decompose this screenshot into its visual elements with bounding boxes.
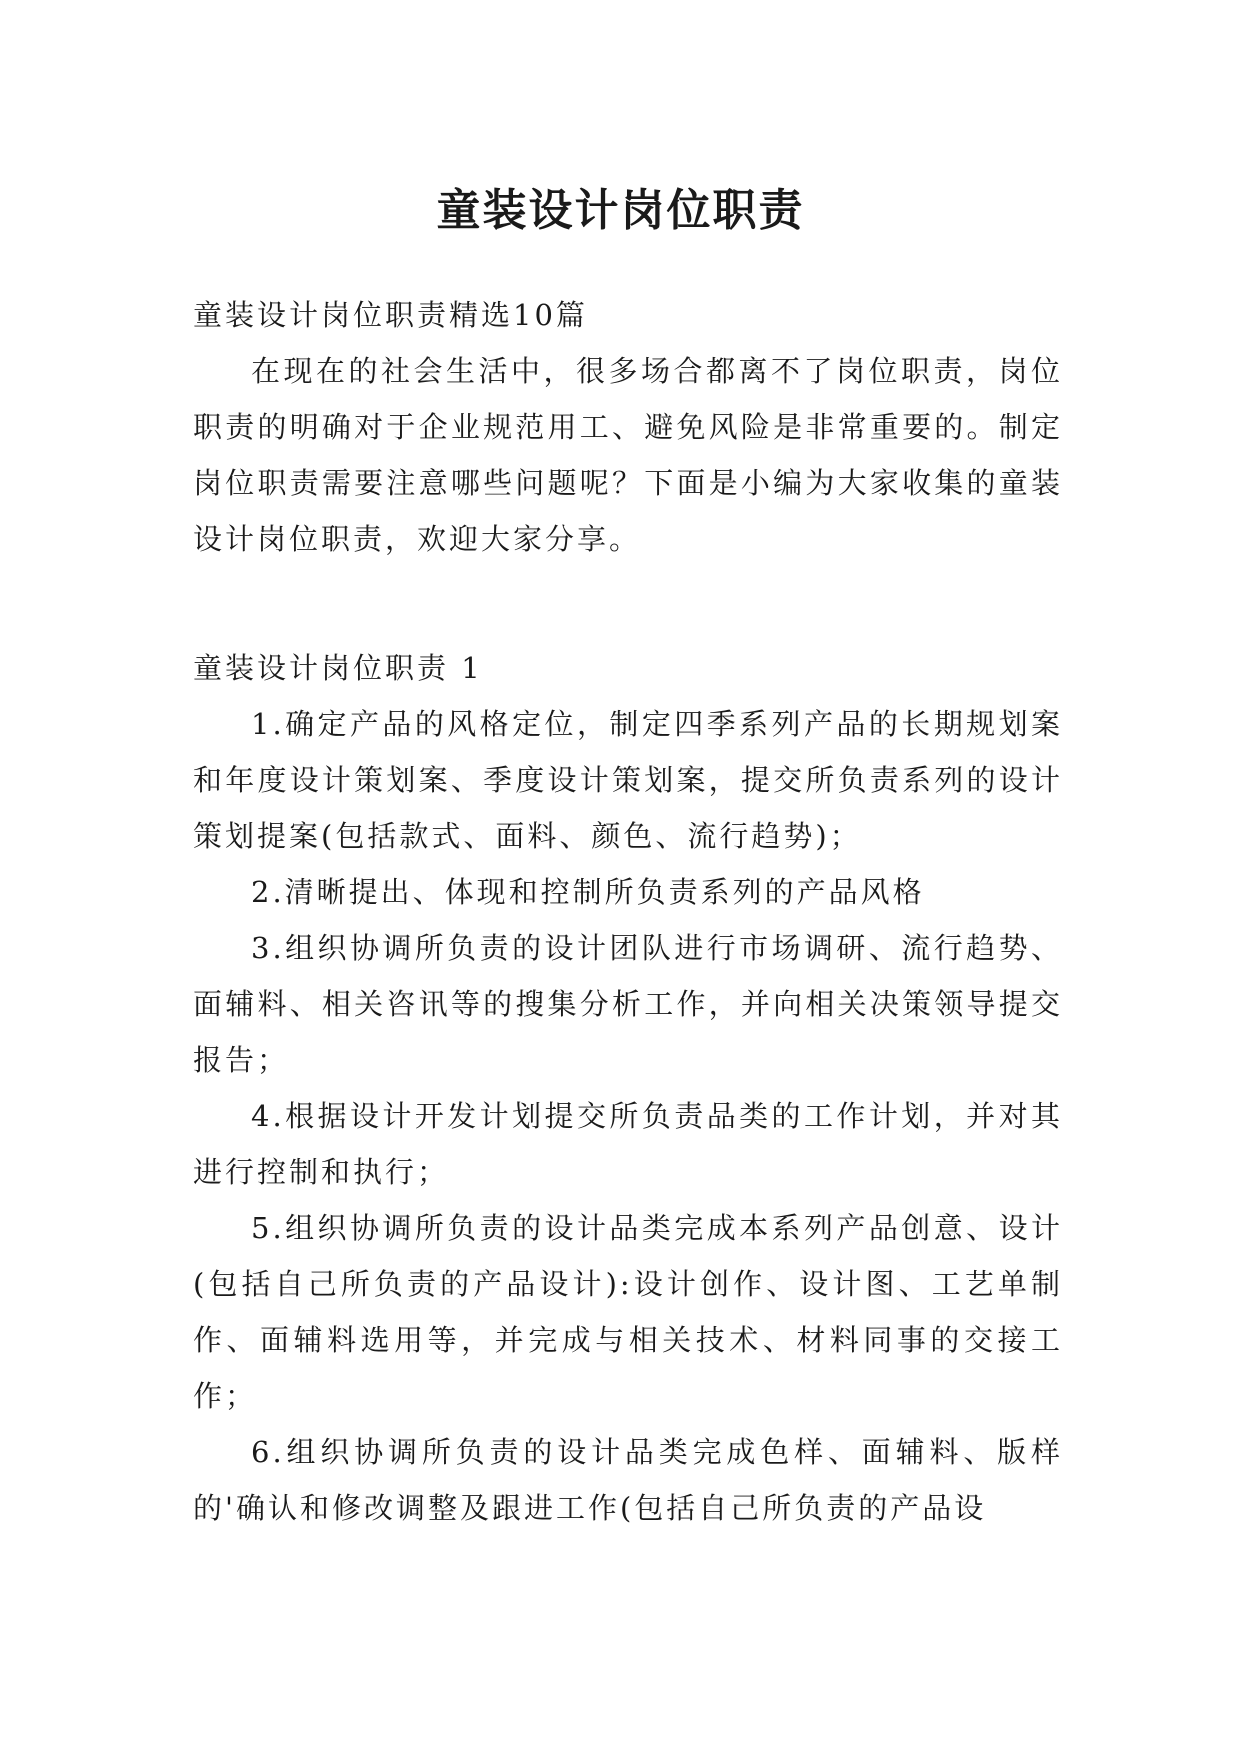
intro-block	[193, 287, 1063, 567]
duty-item: 6.组织协调所负责的设计品类完成色样、面辅料、版样的'确认和修改调整及跟进工作(包括自己所负责的产品设	[193, 1435, 1063, 1525]
section-1	[193, 640, 1063, 1536]
duty-item: 3.组织协调所负责的设计团队进行市场调研、流行趋势、面辅料、相关咨讯等的搜集分析工作，并向相关决策领导提交报告；	[193, 931, 1063, 1077]
section-heading: 童装设计岗位职责 1	[193, 651, 483, 685]
duty-item: 1.确定产品的风格定位，制定四季系列产品的长期规划案和年度设计策划案、季度设计策划案，提交所负责系列的设计策划提案(包括款式、面料、颜色、流行趋势)；	[193, 707, 1063, 853]
intro-paragraph: 在现在的社会生活中，很多场合都离不了岗位职责，岗位职责的明确对于企业规范用工、避免风险是非常重要的。制定岗位职责需要注意哪些问题呢？下面是小编为大家收集的童装设计岗位职责，欢迎大家分享。	[193, 354, 1063, 556]
duty-item: 2.清晰提出、体现和控制所负责系列的产品风格	[251, 875, 925, 909]
document-subtitle: 童装设计岗位职责精选10篇	[193, 298, 588, 332]
duty-item: 5.组织协调所负责的设计品类完成本系列产品创意、设计(包括自己所负责的产品设计):设计创作、设计图、工艺单制作、面辅料选用等，并完成与相关技术、材料同事的交接工作；	[193, 1211, 1063, 1413]
duty-item: 4.根据设计开发计划提交所负责品类的工作计划，并对其进行控制和执行；	[193, 1099, 1063, 1189]
document-title: 童装设计岗位职责	[436, 185, 805, 237]
